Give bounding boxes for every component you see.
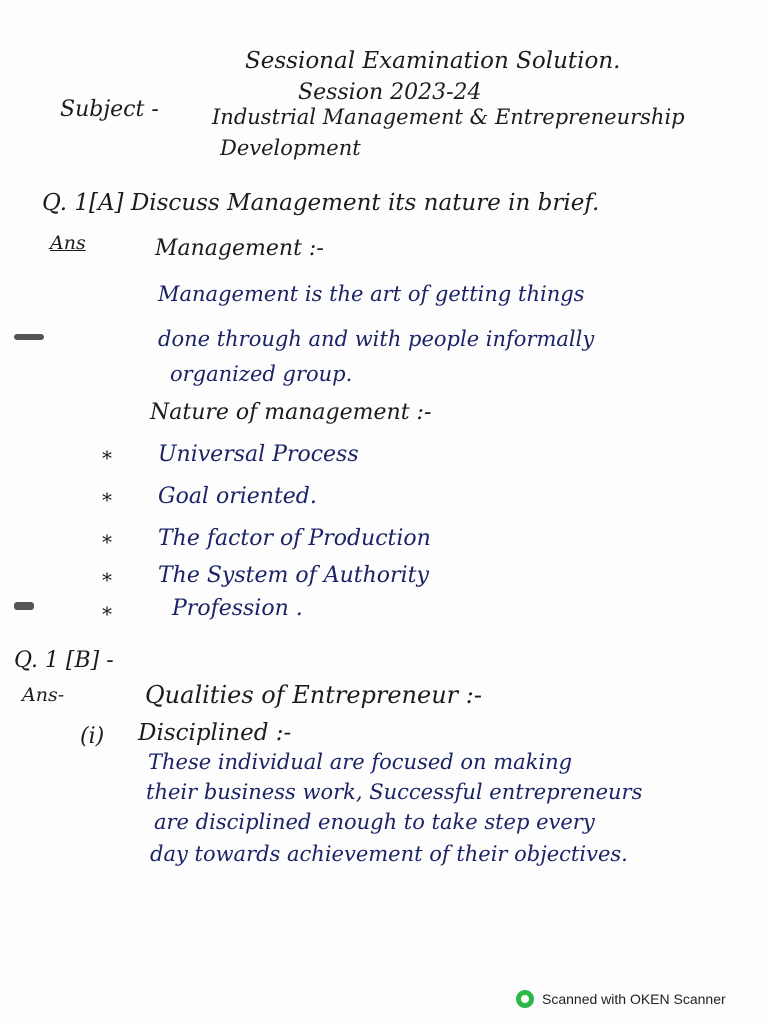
disciplined-line-1: These individual are focused on making [148,750,573,774]
question-1a: Q. 1[A] Discuss Management its nature in brief. [42,190,600,216]
nature-item-5: Profession . [172,596,303,621]
binder-hole-mark [14,334,44,340]
item-number: (i) [80,724,105,749]
scanner-watermark [516,990,726,1008]
disciplined-line-3: are disciplined enough to take step every [154,810,595,834]
title-line-1: Sessional Examination Solution. [245,48,621,74]
title-line-2: Session 2023-24 [298,80,482,105]
bullet-star-icon: * [102,488,112,512]
binder-hole-mark [14,602,34,610]
definition-line-3: organized group. [170,362,353,386]
scanner-logo-icon [516,990,534,1008]
bullet-star-icon: * [102,602,112,626]
bullet-star-icon: * [102,568,112,592]
definition-line-2: done through and with people informally [158,327,595,351]
subject-text-2: Development [220,136,361,160]
bullet-star-icon: * [102,446,112,470]
qualities-heading: Qualities of Entrepreneur :- [145,681,482,709]
answer-label-1a: Ans [50,232,86,254]
disciplined-heading: Disciplined :- [138,720,292,746]
management-heading: Management :- [155,236,324,261]
answer-label-1b: Ans- [22,684,65,706]
definition-line-1: Management is the art of getting things [158,282,585,306]
question-1b: Q. 1 [B] - [14,648,114,673]
subject-label: Subject - [60,97,159,122]
nature-item-2: Goal oriented. [158,484,317,509]
bullet-star-icon: * [102,530,112,554]
nature-heading: Nature of management :- [150,400,432,425]
disciplined-line-4: day towards achievement of their objectives. [150,842,628,866]
nature-item-4: The System of Authority [158,563,429,588]
scanner-text: Scanned with OKEN Scanner [542,991,726,1007]
nature-item-3: The factor of Production [158,526,431,551]
subject-text: Industrial Management & Entrepreneurship [212,105,685,129]
disciplined-line-2: their business work, Successful entrepreneurs [146,780,643,804]
nature-item-1: Universal Process [158,442,359,467]
